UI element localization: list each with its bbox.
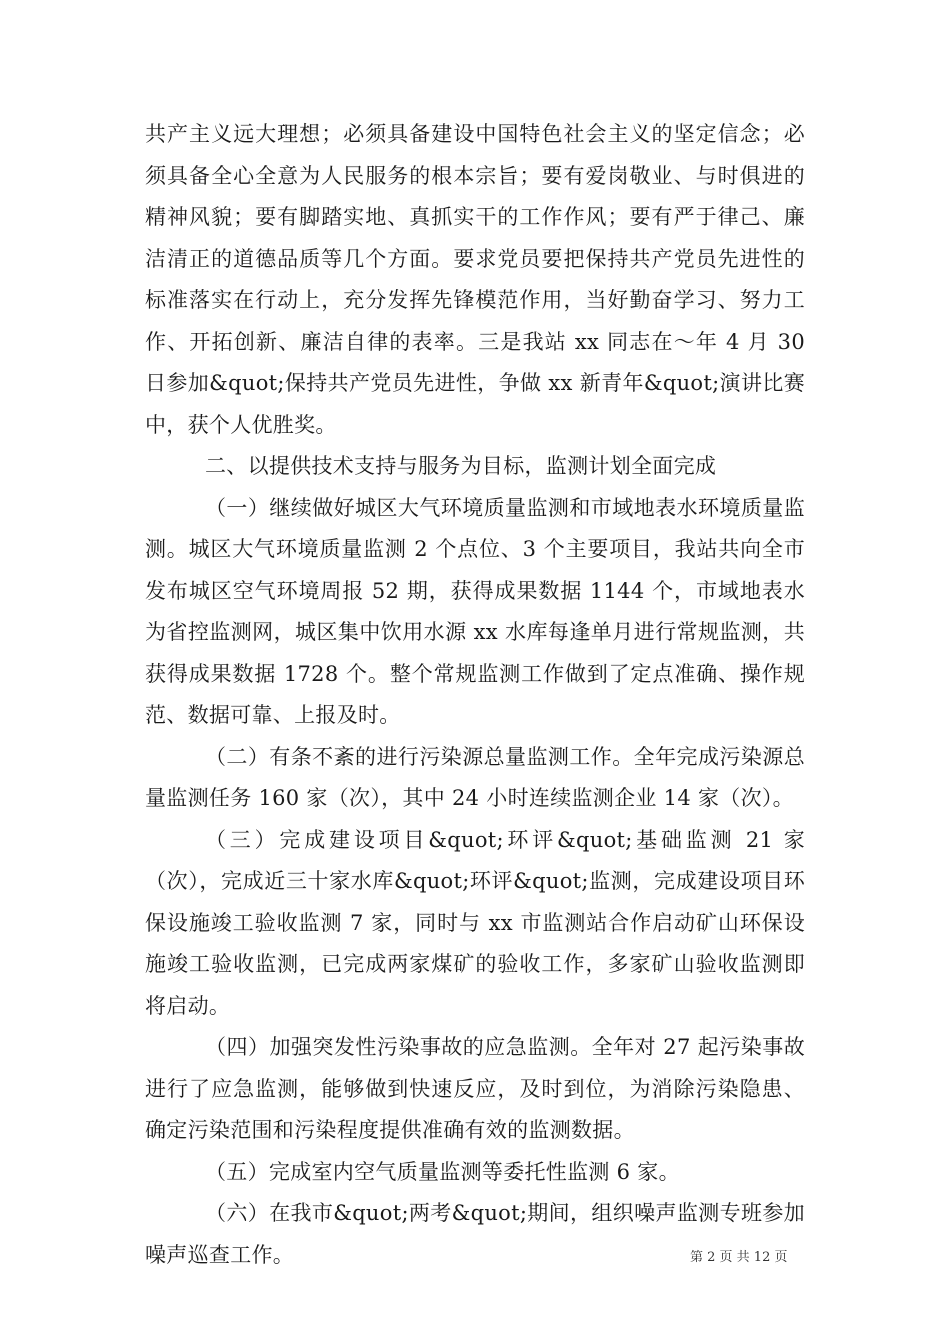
document-body — [145, 114, 805, 1276]
paragraph-item-6-noise-patrol: （六）在我市&quot;两考&quot;期间，组织噪声监测专班参加噪声巡查工作。 — [145, 1201, 805, 1267]
paragraph-item-1-air-water-monitoring: （一）继续做好城区大气环境质量监测和市域地表水环境质量监测。城区大气环境质量监测 2 个点位、3 个主要项目，我站共向全市发布城区空气环境周报 52 期，获得成果数据 1144 个，市域地表水为省控监测网，城区集中饮用水源 xx 水库每逢单月进行常规监测，共获得成果数据 1728 个。整个常规监测工作做到了定点准确、操作规范、数据可靠、上报及时。 — [145, 495, 805, 727]
section-heading-monitoring-plan: 二、以提供技术支持与服务为目标，监测计划全面完成 — [205, 454, 717, 478]
paragraph-party-requirements: 共产主义远大理想；必须具备建设中国特色社会主义的坚定信念；必须具备全心全意为人民服务的根本宗旨；要有爱岗敬业、与时俱进的精神风貌；要有脚踏实地、真抓实干的工作作风；要有严于律己、廉洁清正的道德品质等几个方面。要求党员要把保持共产党员先进性的标准落实在行动上，充分发挥先锋模范作用，当好勤奋学习、努力工作、开拓创新、廉洁自律的表率。三是我站 xx 同志在～年 4 月 30 日参加&quot;保持共产党员先进性，争做 xx 新青年&quot;演讲比赛中，获个人优胜奖。 — [145, 122, 805, 437]
paragraph-item-2-pollution-source: （二）有条不紊的进行污染源总量监测工作。全年完成污染源总量监测任务 160 家（次），其中 24 小时连续监测企业 14 家（次）。 — [145, 744, 805, 810]
paragraph-item-5-indoor-air: （五）完成室内空气质量监测等委托性监测 6 家。 — [205, 1159, 680, 1184]
paragraph-item-3-construction-projects: （三）完成建设项目&quot;环评&quot;基础监测 21 家（次），完成近三十家水库&quot;环评&quot;监测，完成建设项目环保设施竣工验收监测 7 家，同时与 xx 市监测站合作启动矿山环保设施竣工验收监测，已完成两家煤矿的验收工作，多家矿山验收监测即将启动。 — [145, 827, 805, 1018]
paragraph-item-4-emergency-monitoring: （四）加强突发性污染事故的应急监测。全年对 27 起污染事故进行了应急监测，能够做到快速反应，及时到位，为消除污染隐患、确定污染范围和污染程度提供准确有效的监测数据。 — [145, 1035, 805, 1142]
page-number-footer: 第 2 页 共 12 页 — [690, 1250, 788, 1265]
